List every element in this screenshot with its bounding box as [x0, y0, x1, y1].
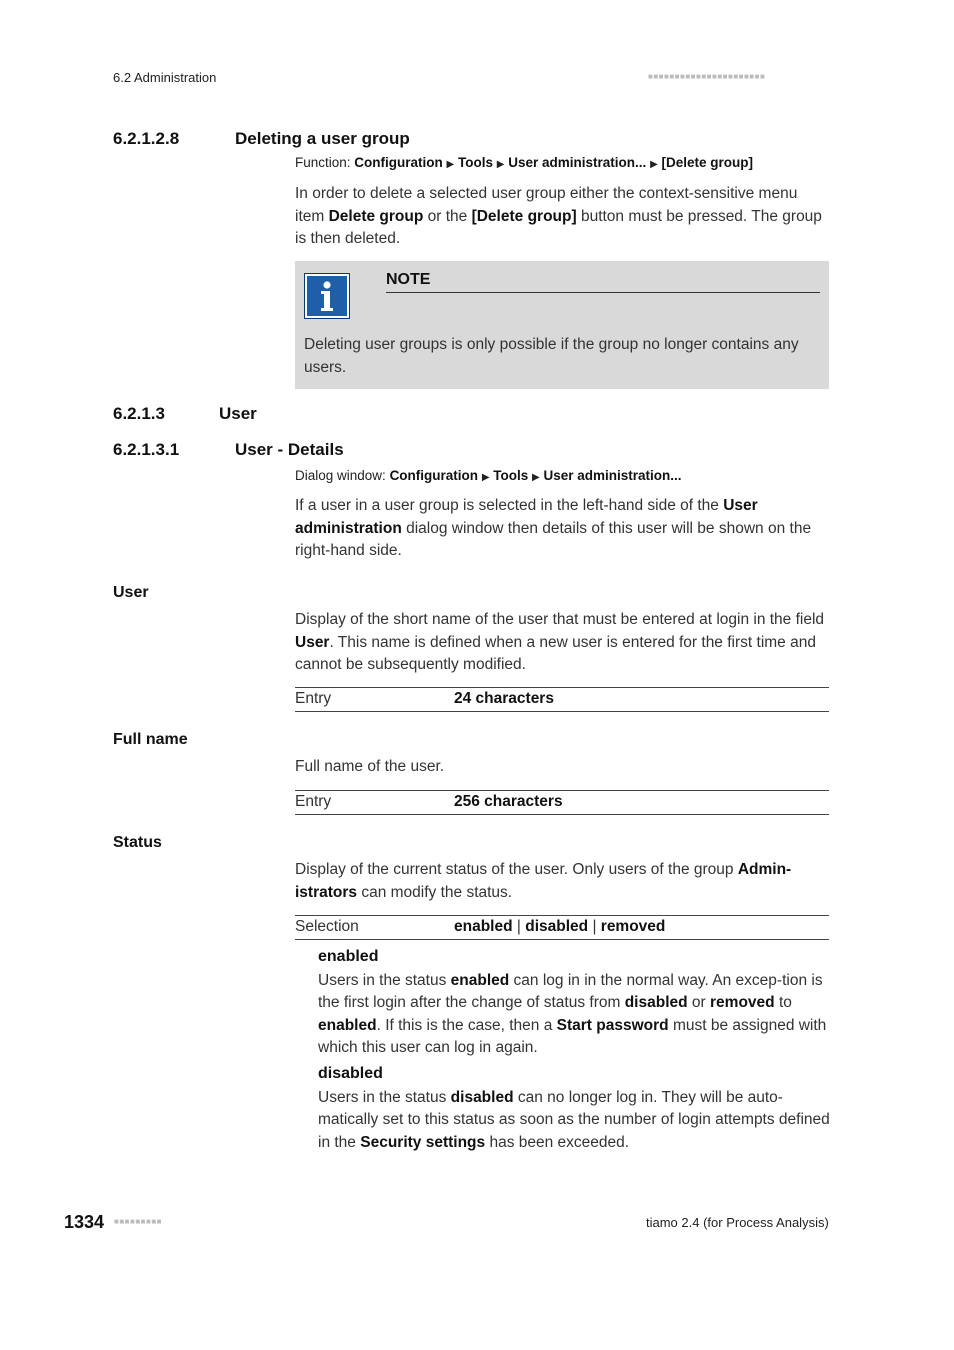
- table-key: Selection: [295, 918, 359, 935]
- table-value: 256 characters: [454, 793, 563, 810]
- section-title: User: [219, 404, 257, 423]
- section-number: 6.2.1.3: [113, 404, 165, 423]
- text-run-bold: disabled: [624, 994, 688, 1012]
- body-paragraph: [295, 495, 830, 563]
- footer-product: tiamo 2.4 (for Process Analysis): [646, 1215, 829, 1230]
- text-run-bold: User administration: [295, 497, 758, 537]
- path-arrow-icon: ▶: [496, 159, 505, 170]
- text-run: can modify the status.: [357, 883, 513, 901]
- parameter-table: [295, 687, 829, 712]
- text-run: button must be pressed. The group is then deleted.: [295, 207, 822, 247]
- text-run-bold: enabled: [318, 1016, 377, 1034]
- path-item: Tools: [458, 155, 494, 170]
- body-paragraph: [295, 183, 830, 251]
- text-run: . This name is defined when a new user is entered for the first time and cannot be subsequently modified.: [295, 633, 816, 673]
- text-run-bold: [Delete group]: [471, 207, 577, 225]
- option-description-enabled: [318, 970, 830, 1059]
- dialog-path: [295, 468, 682, 483]
- text-run-bold: User: [295, 633, 330, 651]
- text-run-bold: Admin-istrators: [295, 861, 792, 901]
- text-run-bold: Delete group: [328, 207, 424, 225]
- path-item: Tools: [493, 468, 529, 483]
- text-run: Display of the current status of the user. Only users of the group: [295, 861, 738, 878]
- table-key: Entry: [295, 793, 332, 810]
- page-number: 1334: [64, 1212, 105, 1232]
- text-run: must be assigned with which this user can log in again.: [318, 1016, 827, 1056]
- path-item: [Delete group]: [661, 155, 754, 170]
- table-value: [454, 918, 665, 936]
- option-description-disabled: [318, 1087, 830, 1154]
- text-run: or: [687, 994, 711, 1012]
- text-run: can log in in the normal way. An excep-tion is the first login after the change of status from: [318, 972, 823, 1012]
- text-run: In order to delete a selected user group either the context-sensitive menu item: [295, 185, 798, 225]
- parameter-description: Full name of the user.: [295, 758, 445, 775]
- text-run-bold: removed: [710, 994, 775, 1012]
- note-text: Deleting user groups is only possible if the group no longer contains any users.: [304, 336, 799, 376]
- running-header-section: 6.2 Administration: [113, 70, 217, 85]
- parameter-table: [295, 915, 829, 940]
- dialog-label: Dialog window:: [295, 468, 386, 483]
- text-run: Users in the status: [318, 972, 451, 989]
- section-number: 6.2.1.3.1: [113, 440, 180, 459]
- option-removed: removed: [600, 918, 666, 935]
- text-run: can no longer log in. They will be auto-matically set to this status as soon as the number of login attempts defined in the: [318, 1089, 830, 1151]
- path-arrow-icon: ▶: [650, 159, 658, 170]
- text-run: Users in the status: [318, 1089, 451, 1106]
- function-path: [295, 155, 753, 170]
- option-enabled: enabled: [454, 918, 513, 935]
- text-run-bold: Start password: [556, 1016, 669, 1034]
- section-title: Deleting a user group: [235, 129, 410, 148]
- parameter-label-full-name: Full name: [113, 731, 188, 748]
- text-run: If a user in a user group is selected in the left-hand side of the: [295, 497, 724, 514]
- parameter-table: [295, 790, 829, 815]
- parameter-label-status: Status: [113, 834, 162, 851]
- path-arrow-icon: ▶: [446, 159, 455, 170]
- function-label: Function:: [295, 155, 351, 170]
- path-item: Configuration: [354, 155, 443, 170]
- text-run: dialog window then details of this user will be shown on the right-hand side.: [295, 519, 812, 559]
- path-arrow-icon: ▶: [532, 472, 540, 483]
- path-item: Configuration: [389, 468, 479, 483]
- path-arrow-icon: ▶: [481, 472, 490, 483]
- running-header-dots: ■■■■■■■■■■■■■■■■■■■■■■: [648, 72, 766, 81]
- path-item: User administration...: [508, 155, 647, 170]
- text-run: to: [774, 994, 792, 1012]
- section-title: User - Details: [235, 440, 344, 459]
- note-divider: [386, 292, 820, 293]
- note-box: [295, 261, 829, 389]
- section-number: 6.2.1.2.8: [113, 129, 180, 148]
- option-disabled: disabled: [525, 918, 589, 935]
- note-label: NOTE: [386, 271, 431, 288]
- text-run-bold: Security settings: [360, 1133, 486, 1151]
- parameter-description: [295, 609, 830, 677]
- separator: |: [516, 918, 521, 935]
- footer-dots: ■■■■■■■■■: [114, 1217, 162, 1226]
- parameter-description: [295, 859, 830, 904]
- info-icon: [304, 273, 350, 319]
- text-run: or the: [423, 207, 472, 225]
- option-title-enabled: enabled: [318, 948, 379, 965]
- text-run: has been exceeded.: [485, 1133, 630, 1151]
- table-key: Entry: [295, 690, 332, 707]
- text-run-bold: enabled: [450, 972, 510, 989]
- text-run-bold: disabled: [450, 1089, 514, 1106]
- parameter-label-user: User: [113, 584, 149, 601]
- path-item: User administration...: [543, 468, 682, 483]
- text-run: . If this is the case, then a: [376, 1016, 557, 1034]
- separator: |: [592, 918, 597, 935]
- table-value: 24 characters: [454, 690, 554, 707]
- text-run: Display of the short name of the user that must be entered at login in the field: [295, 611, 825, 628]
- option-title-disabled: disabled: [318, 1065, 383, 1082]
